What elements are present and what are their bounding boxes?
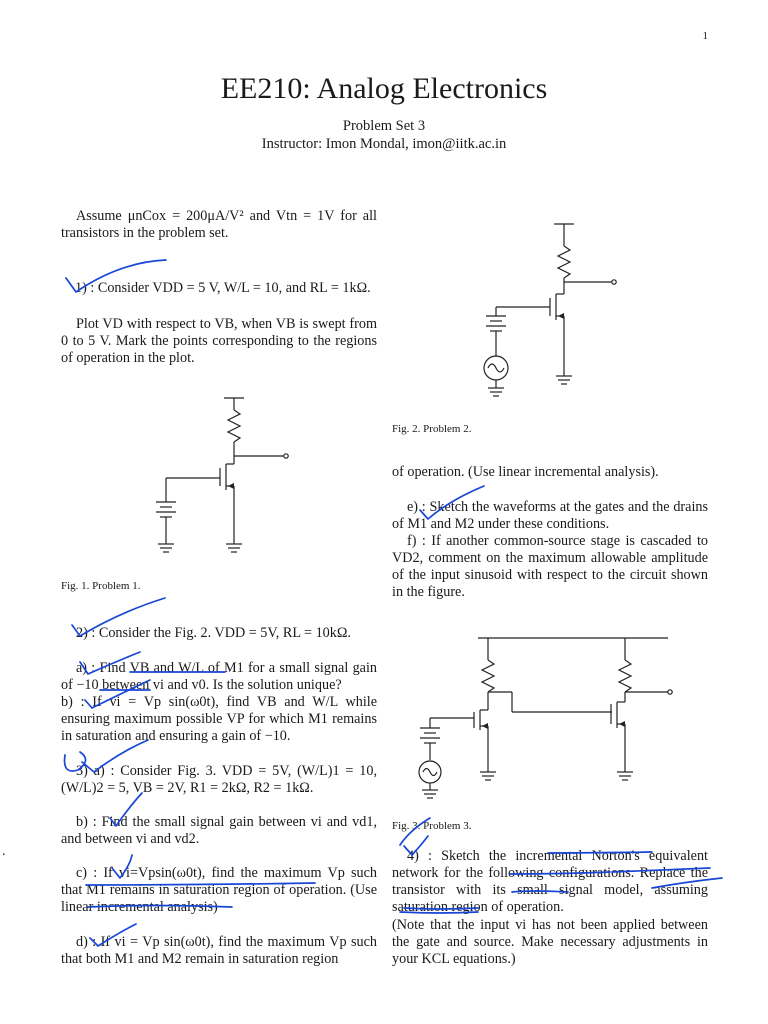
margin-mark: . <box>2 844 6 859</box>
tick-mark-problem-3 <box>65 740 148 772</box>
problem-2-part-b: b) : If vi = Vp sin(ω0t), find VB and W/L while ensuring maximum possible VP for which M1 remains in saturation and ensuring a gain of −10. <box>61 694 377 744</box>
problem-3-part-b: b) : Find the small signal gain between vi and vd1, and between vi and vd2. <box>61 814 377 847</box>
tick-mark-problem-3c <box>112 855 132 878</box>
problem-3-part-d: d) : If vi = Vp sin(ω0t), find the maximum Vp such that both M1 and M2 remain in saturation region <box>61 934 377 967</box>
problem-3-part-d-continued: of operation. (Use linear incremental analysis). <box>392 464 659 480</box>
document-title: EE210: Analog Electronics <box>220 72 548 105</box>
problem-3-part-e: e) : Sketch the waveforms at the gates and the drains of M1 and M2 under these conditions. <box>392 499 708 532</box>
problem-3-part-c: c) : If vi=Vpsin(ω0t), find the maximum Vp such that M1 remains in saturation region of operation. (Use linear incremental analysis) <box>61 865 377 915</box>
assumption-paragraph: Assume μnCox = 200μA/V² and Vtn = 1V for all transistors in the problem set. <box>61 208 377 241</box>
figure-3-caption: Fig. 3. Problem 3. <box>392 820 472 832</box>
tick-mark-problem-2 <box>72 598 165 636</box>
underline-region-of-operation <box>400 908 478 913</box>
tick-mark-problem-3b <box>110 793 142 826</box>
tick-mark-problem-1 <box>66 260 166 292</box>
underline-linear-incremental <box>88 906 232 908</box>
problem-set-subtitle: Problem Set 3 <box>342 118 426 134</box>
underline-small-signal-saturation <box>512 878 722 892</box>
figure-1-caption: Fig. 1. Problem 1. <box>61 580 141 592</box>
underline-configurations <box>510 868 710 874</box>
problem-4-intro: 4) : Sketch the incremental Norton's equivalent network for the following configurations. Replace the transistor with its small signal model, assuming saturation region of operation. <box>392 848 708 915</box>
problem-3-part-f: f) : If another common-source stage is cascaded to VD2, comment on the maximum allowable amplitude of the input sinusoid with respect to the circuit shown in the figure. <box>392 533 708 600</box>
tick-mark-problem-4 <box>400 818 430 855</box>
problem-2-part-a: a) : Find VB and W/L of M1 for a small signal gain of −10 between vi and v0. Is the solution unique? <box>61 660 377 693</box>
problem-1-intro: 1) : Consider VDD = 5 V, W/L = 10, and RL = 1kΩ. <box>75 280 371 296</box>
problem-3-intro: 3) a) : Consider Fig. 3. VDD = 5V, (W/L)1 = 10, (W/L)2 = 5, VB = 2V, R1 = 2kΩ, R2 = 1kΩ. <box>61 763 377 796</box>
underline-norton-equivalent <box>548 852 652 853</box>
tick-mark-problem-2b <box>85 680 150 708</box>
figure-2-caption: Fig. 2. Problem 2. <box>392 423 472 435</box>
problem-4-note: (Note that the input vi has not been applied between the gate and source. Make necessary adjustments in your KCL equations.) <box>392 917 708 967</box>
tick-mark-problem-3e <box>420 486 484 519</box>
tick-mark-problem-2a <box>80 652 140 674</box>
problem-2-intro: 2) : Consider the Fig. 2. VDD = 5V, RL = 10kΩ. <box>76 625 351 641</box>
instructor-line: Instructor: Imon Mondal, imon@iitk.ac.in <box>261 136 507 152</box>
underline-m1-saturation <box>86 883 315 885</box>
problem-1-body: Plot VD with respect to VB, when VB is swept from 0 to 5 V. Mark the points corresponding to the regions of operation in the plot. <box>61 316 377 366</box>
tick-mark-problem-3d <box>90 924 136 946</box>
page-number: 1 <box>702 30 708 42</box>
